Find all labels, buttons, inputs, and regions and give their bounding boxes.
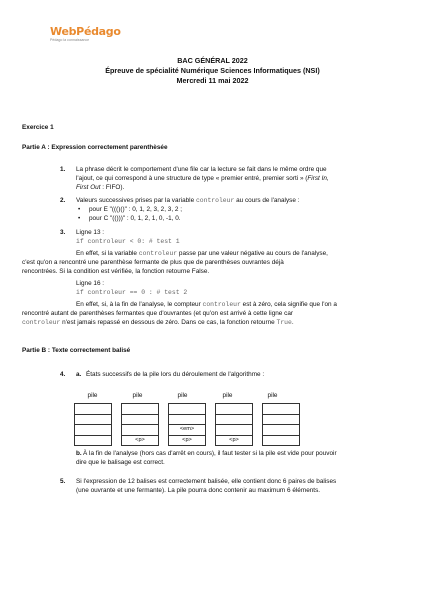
q3-line13-label: Ligne 13 : (76, 229, 105, 236)
q4b-line-1: À la fin de l'analyse (hors cas d'arrêt en cours), il faut tester si la pile est vide pour pouvoir (83, 450, 337, 457)
stack-cell (216, 414, 253, 425)
q3-para1-text-b: passe par une valeur négative au cours de l'analyse, (177, 250, 328, 257)
webpedago-logo (50, 25, 121, 44)
q3-para2-text-d: . (291, 319, 294, 326)
q3-para1-text-a: En effet, si la variable (76, 250, 139, 257)
q5-number: 5. (60, 478, 66, 485)
q1-line-2-italic: First In, (307, 175, 329, 182)
stack-cell (263, 414, 300, 425)
stack-cell (122, 404, 159, 415)
q1-line-2 (76, 175, 329, 184)
stack-cell: <em> (169, 425, 206, 436)
stack-cell (122, 414, 159, 425)
q2-intro-end: au cours de l'analyse : (234, 197, 300, 204)
q2-variable-code: controleur (195, 197, 235, 204)
q3-code-test-1: if controleur < 0: # test 1 (76, 238, 180, 245)
q1-line-3 (76, 184, 124, 193)
q1-number: 1. (60, 166, 66, 173)
stack-cell (169, 414, 206, 425)
logo-tagline: Pédago la connaissance (50, 37, 90, 42)
q2-bullet-2: pour C "(()))" : 0, 1, 2, 1, 0, -1, 0. (89, 215, 181, 222)
q2-intro-text: Valeurs successives prises par la variable (76, 197, 196, 204)
document-header (0, 56, 425, 86)
stack-cell (122, 425, 159, 436)
bullet-icon: • (78, 215, 81, 222)
logo-name: WebPédago (50, 25, 121, 38)
stack-row (75, 404, 300, 415)
q4b-letter: b. (76, 450, 82, 457)
part-a-title: Partie A : Expression correctement parenthèsée (22, 144, 168, 151)
q3-para2-line-1 (76, 301, 337, 310)
bullet-icon: • (78, 206, 81, 213)
stack-label: pile (132, 392, 143, 399)
stack-states-table (74, 403, 300, 446)
q3-para1-line-1 (76, 250, 328, 259)
header-line-1: BAC GÉNÉRAL 2022 (177, 56, 248, 65)
stack-label: pile (177, 392, 188, 399)
q4b-line-2: dire que le balisage est correct. (76, 459, 165, 466)
q3-para2-line-2: rencontré autant de parenthèses fermantes que d'ouvrantes (et qu'on est arrivé à cette ligne car (22, 310, 294, 317)
stack-row (75, 425, 300, 436)
stack-row (75, 435, 300, 446)
q3-number: 3. (60, 229, 66, 236)
stack-cell (263, 404, 300, 415)
q2-bullet-1: pour E "((()()" : 0, 1, 2, 3, 2, 3, 2 ; (89, 206, 182, 213)
stack-cell (216, 425, 253, 436)
q3-true-code: True (276, 319, 292, 326)
stack-label: pile (87, 392, 98, 399)
part-b-title: Partie B : Texte correctement balisé (22, 347, 131, 354)
q3-para2-line-3 (22, 319, 294, 328)
q1-line-2-text: l'ajout, ce qui correspond à une structure de type « premier entré, premier sorti » ( (76, 175, 308, 182)
q1-line-3-text: : FIFO). (100, 184, 125, 191)
q4a-letter: a. (76, 371, 82, 378)
stack-cell: <p> (169, 435, 206, 446)
q2-intro (76, 197, 299, 206)
q3-para2-text-a: En effet, si, à la fin de l'analyse, le compteur (76, 301, 203, 308)
stack-cell (263, 435, 300, 446)
exercise-title: Exercice 1 (22, 124, 54, 131)
stack-cell (75, 414, 112, 425)
q5-line-2: (une ouvrante et une fermante). La pile pourra donc contenir au maximum 6 éléments. (76, 487, 321, 494)
q1-line-3-italic: First Out (76, 184, 101, 191)
stack-cell: <p> (122, 435, 159, 446)
q3-para1-code: controleur (138, 250, 178, 257)
q4-number: 4. (60, 371, 66, 378)
q3-code-test-2: if controleur == 0 : # test 2 (76, 289, 188, 296)
q3-para2-code: controleur (202, 301, 241, 308)
stack-cell (263, 425, 300, 436)
q3-para2-code-2: controleur (22, 319, 61, 326)
stack-cell (169, 404, 206, 415)
q3-para1-line-3: rencontrées. Si la condition est vérifiée, la fonction retourne False. (22, 268, 210, 275)
stack-label: pile (267, 392, 278, 399)
stack-cell: <p> (216, 435, 253, 446)
header-line-3: Mercredi 11 mai 2022 (176, 76, 249, 85)
q3-para1-line-2: c'est qu'on a rencontré une parenthèse fermante de plus que de parenthèses ouvrantes déjà (22, 259, 284, 266)
stack-cell (75, 404, 112, 415)
q5-line-1: Si l'expression de 12 balises est correctement balisée, elle contient donc 6 paires de balises (76, 478, 337, 485)
q3-para2-text-b: est à zéro, cela signifie que l'on a (240, 301, 337, 308)
q1-line-1: La phrase décrit le comportement d'une file car la lecture se fait dans le même ordre que (76, 166, 327, 173)
stack-label: pile (222, 392, 233, 399)
stack-cell (216, 404, 253, 415)
q2-number: 2. (60, 197, 66, 204)
header-line-2: Épreuve de spécialité Numérique Sciences Informatiques (NSI) (105, 66, 320, 75)
q4a-text: États successifs de la pile lors du déroulement de l'algorithme : (86, 371, 265, 378)
q3-line16-label: Ligne 16 : (76, 280, 105, 287)
stack-cell (75, 425, 112, 436)
stack-cell (75, 435, 112, 446)
q3-para2-text-c: n'est jamais repassé en dessous de zéro. Dans ce cas, la fonction retourne (60, 319, 277, 326)
stack-row (75, 414, 300, 425)
